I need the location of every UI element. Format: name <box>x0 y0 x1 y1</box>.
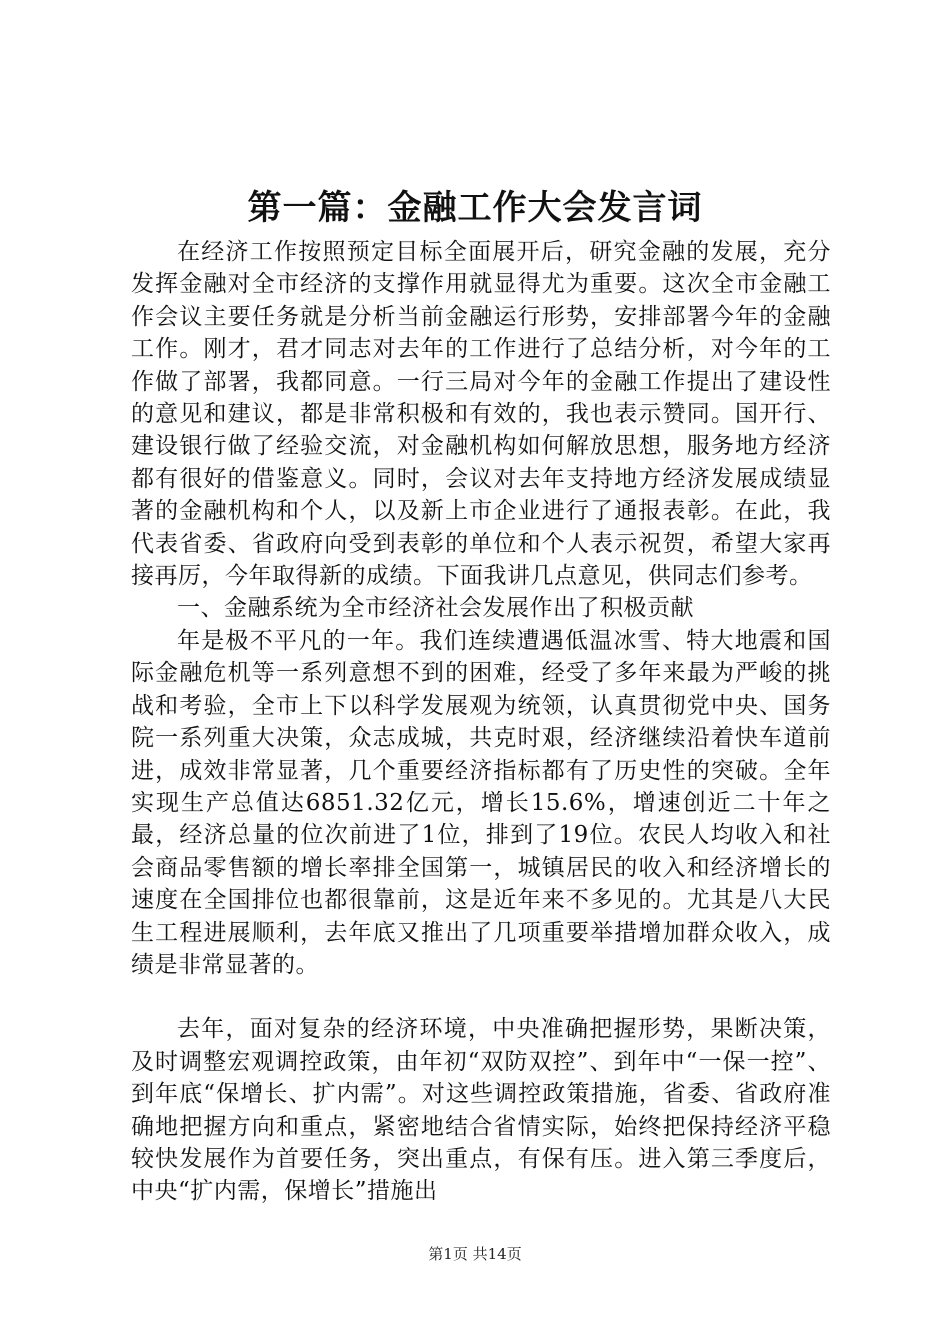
page-footer: 第1页 共14页 <box>428 1245 522 1263</box>
section-heading-1: 一、金融系统为全市经济社会发展作出了积极贡献 <box>177 595 694 622</box>
paragraph-achievements: 年是极不平凡的一年。我们连续遭遇低温冰雪、特大地震和国际金融危机等一系列意想不到的困难，经受了多年来最为严峻的挑战和考验，全市上下以科学发展观为统领，认真贯彻党中央、国务院一系列重大决策，众志成城，共克时艰，经济继续沿着快车道前进，成效非常显著，几个重要经济指标都有了历史性的突破。全年实现生产总值达6851.32亿元，增长15.6%，增速创近二十年之最，经济总量的位次前进了1位，排到了19位。农民人均收入和社会商品零售额的增长率排全国第一，城镇居民的收入和经济增长的速度在全国排位也都很靠前，这是近年来不多见的。尤其是八大民生工程进展顺利，去年底又推出了几项重要举措增加群众收入，成绩是非常显著的。 <box>131 627 831 978</box>
paragraph-policy: 去年，面对复杂的经济环境，中央准确把握形势，果断决策，及时调整宏观调控政策，由年初“双防双控”、到年中“一保一控”、到年底“保增长、扩内需”。对这些调控政策措施，省委、省政府准确地把握方向和重点，紧密地结合省情实际，始终把保持经济平稳较快发展作为首要任务，突出重点，有保有压。进入第三季度后，中央“扩内需，保增长”措施出 <box>131 1016 831 1205</box>
document-title: 第一篇：金融工作大会发言词 <box>247 188 703 228</box>
paragraph-intro: 在经济工作按照预定目标全面展开后，研究金融的发展，充分发挥金融对全市经济的支撑作用就显得尤为重要。这次全市金融工作会议主要任务就是分析当前金融运行形势，安排部署今年的金融工作。刚才，君才同志对去年的工作进行了总结分析，对今年的工作做了部署，我都同意。一行三局对今年的金融工作提出了建设性的意见和建议，都是非常积极和有效的，我也表示赞同。国开行、建设银行做了经验交流，对金融机构如何解放思想，服务地方经济都有很好的借鉴意义。同时，会议对去年支持地方经济发展成绩显著的金融机构和个人，以及新上市企业进行了通报表彰。在此，我代表省委、省政府向受到表彰的单位和个人表示祝贺，希望大家再接再厉，今年取得新的成绩。下面我讲几点意见，供同志们参考。 <box>131 239 831 590</box>
document-body <box>131 236 831 1208</box>
